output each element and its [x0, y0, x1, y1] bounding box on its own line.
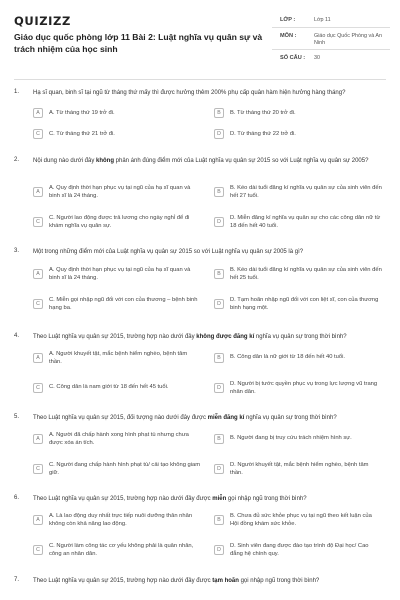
- option-text-b: B. Chưa đủ sức khỏe phục vụ tại ngũ theo kết luận của Hội đồng khám sức khỏe.: [230, 513, 372, 527]
- option-text-d: D. Từ tháng thứ 22 trở đi.: [230, 131, 296, 137]
- option-letter-d: D: [214, 464, 224, 474]
- option-text-b: B. Kéo dài tuổi đăng kí nghĩa vụ quân sự của sinh viên đến hết 27 tuổi.: [230, 185, 382, 199]
- question-text: Theo Luật nghĩa vụ quân sự 2015, trường hợp nào dưới đây được miễn gọi nhập ngũ trong thời bình?: [33, 496, 307, 502]
- question-number: 5.: [14, 414, 20, 420]
- mon-label: MÔN :: [280, 33, 297, 39]
- option-text-c: C. Người đang chấp hành hình phạt tù/ cải tạo không giam giữ.: [49, 462, 201, 476]
- worksheet-header: [0, 0, 400, 88]
- header-divider: [14, 79, 386, 80]
- socau-value: 30: [314, 55, 320, 61]
- worksheet-meta: [272, 12, 390, 66]
- question-text: Nội dung nào dưới đây không phản ánh đúng điểm mới của Luật nghĩa vụ quân sự 2015 so với Luật nghĩa vụ quân sự 2005?: [33, 158, 369, 164]
- option-text-a: A. Quy định thời hạn phục vụ tại ngũ của hạ sĩ quan và binh sĩ là 24 tháng.: [49, 267, 191, 281]
- question-text: Một trong những điểm mới của Luật nghĩa vụ quân sự 2015 so với Luật nghĩa vụ quân sự 2005 là gì?: [33, 249, 304, 255]
- option-text-d: D. Tạm hoãn nhập ngũ đối với con liệt sĩ, con của thương binh hạng một.: [230, 297, 379, 311]
- option-letter-b: B: [214, 269, 224, 279]
- quizizz-logo: QUIZIZZ: [14, 14, 71, 28]
- option-letter-a: A: [33, 108, 43, 118]
- option-text-b: B. Kéo dài tuổi đăng kí nghĩa vụ quân sự của sinh viên đến hết 25 tuổi.: [230, 267, 382, 281]
- meta-row-socau: [272, 50, 390, 66]
- option-text-d: D. Người khuyết tật, mắc bệnh hiểm nghèo, bệnh tâm thần.: [230, 462, 369, 476]
- option-text-a: A. Từ tháng thứ 19 trở đi.: [49, 110, 115, 116]
- option-text-c: C. Miễn gọi nhập ngũ đối với con của thương – bệnh binh hạng ba.: [49, 297, 198, 311]
- question-number: 6.: [14, 495, 20, 501]
- option-letter-d: D: [214, 129, 224, 139]
- option-text-d: D. Người bị tước quyền phục vụ trong lực lượng vũ trang nhân dân.: [230, 381, 378, 395]
- meta-row-mon: [272, 28, 390, 50]
- option-letter-b: B: [214, 108, 224, 118]
- option-text-c: C. Người lao động được trả lương cho ngày nghỉ để đi khám nghĩa vụ quân sự.: [49, 215, 190, 229]
- question-number: 1.: [14, 89, 20, 95]
- option-letter-d: D: [214, 383, 224, 393]
- option-letter-a: A: [33, 269, 43, 279]
- option-text-d: D. Miễn đăng kí nghĩa vụ quân sự cho các công dân nữ từ 18 đến hết 40 tuổi.: [230, 215, 381, 229]
- option-text-c: C. Người làm công tác cơ yếu không phải là quân nhân, công an nhân dân.: [49, 543, 194, 557]
- option-letter-c: C: [33, 545, 43, 555]
- question-number: 2.: [14, 157, 20, 163]
- option-text-a: A. Là lao động duy nhất trực tiếp nuôi dưỡng thân nhân không còn khả năng lao động.: [49, 513, 193, 527]
- option-text-b: B. Công dân là nữ giới từ 18 đến hết 40 tuổi.: [230, 354, 346, 360]
- option-text-c: C. Công dân là nam giới từ 18 đến hết 45 tuổi.: [49, 384, 169, 390]
- option-letter-c: C: [33, 299, 43, 309]
- question-text: Hạ sĩ quan, binh sĩ tại ngũ từ tháng thứ mấy thì được hưởng thêm 200% phụ cấp quân hàm hiện hưởng hàng tháng?: [33, 90, 346, 96]
- option-letter-b: B: [214, 187, 224, 197]
- question-text: Theo Luật nghĩa vụ quân sự 2015, trường hợp nào dưới đây được tạm hoãn gọi nhập ngũ trong thời bình?: [33, 578, 320, 584]
- option-letter-b: B: [214, 434, 224, 444]
- socau-label: SỐ CÂU :: [280, 55, 306, 61]
- option-letter-d: D: [214, 545, 224, 555]
- option-letter-c: C: [33, 464, 43, 474]
- lop-label: LỚP :: [280, 17, 296, 23]
- mon-value: Giáo dục Quốc Phòng và An Ninh: [314, 33, 383, 46]
- option-letter-a: A: [33, 187, 43, 197]
- option-letter-b: B: [214, 515, 224, 525]
- option-text-a: A. Người khuyết tật, mắc bệnh hiểm nghèo, bệnh tâm thần.: [49, 351, 188, 365]
- option-text-a: A. Người đã chấp hành xong hình phạt tù nhưng chưa được xóa án tích.: [49, 432, 189, 446]
- option-letter-d: D: [214, 217, 224, 227]
- option-text-c: C. Từ tháng thứ 21 trở đi.: [49, 131, 115, 137]
- option-letter-a: A: [33, 434, 43, 444]
- lop-value: Lớp 11: [314, 17, 331, 23]
- option-text-b: B. Từ tháng thứ 20 trở đi.: [230, 110, 296, 116]
- option-letter-a: A: [33, 353, 43, 363]
- question-text: Theo Luật nghĩa vụ quân sự 2015, trường hợp nào dưới đây không được đăng kí nghĩa vụ quân sự trong thời bình?: [33, 334, 347, 340]
- option-letter-a: A: [33, 515, 43, 525]
- option-text-d: D. Sinh viên đang được đào tạo trình độ Đại học/ Cao đẳng hệ chính quy.: [230, 543, 369, 557]
- meta-row-lop: [272, 12, 390, 28]
- option-letter-d: D: [214, 299, 224, 309]
- option-text-a: A. Quy định thời hạn phục vụ tại ngũ của hạ sĩ quan và binh sĩ là 24 tháng.: [49, 185, 191, 199]
- question-text: Theo Luật nghĩa vụ quân sự 2015, đối tượng nào dưới đây được miễn đăng kí nghĩa vụ quân sự trong thời bình?: [33, 415, 337, 421]
- question-number: 4.: [14, 333, 20, 339]
- question-number: 3.: [14, 248, 20, 254]
- option-text-b: B. Người đang bị truy cứu trách nhiệm hình sự.: [230, 435, 352, 441]
- question-number: 7.: [14, 577, 20, 583]
- option-letter-c: C: [33, 383, 43, 393]
- option-letter-c: C: [33, 217, 43, 227]
- option-letter-b: B: [214, 353, 224, 363]
- option-letter-c: C: [33, 129, 43, 139]
- worksheet-title: Giáo dục quốc phòng lớp 11 Bài 2: Luật nghĩa vụ quân sự và trách nhiệm của học sinh: [14, 32, 263, 54]
